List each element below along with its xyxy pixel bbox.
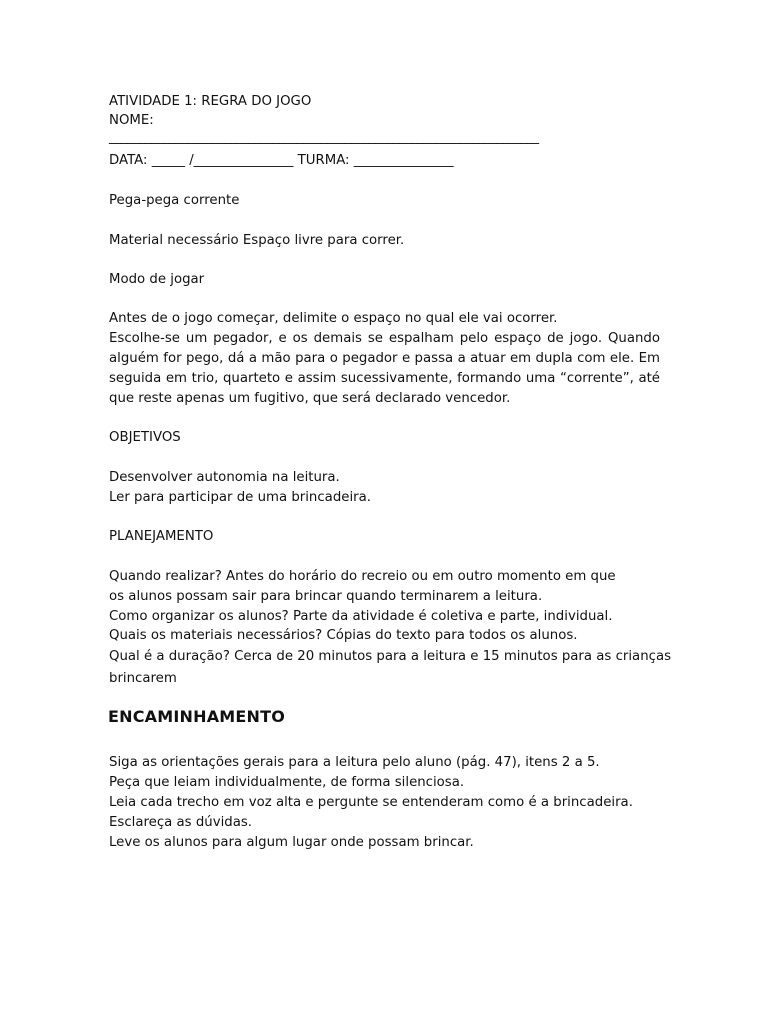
instruction-line: que reste apenas um fugitivo, que será declarado vencedor. xyxy=(109,391,511,406)
objective-item: Ler para participar de uma brincadeira. xyxy=(109,490,371,505)
routing-line: Leve os alunos para algum lugar onde possam brincar. xyxy=(109,835,474,850)
routing-line: Leia cada trecho em voz alta e pergunte se entenderam como é a brincadeira. xyxy=(109,795,633,810)
routing-heading: ENCAMINHAMENTO xyxy=(108,707,286,726)
date-class-line: DATA: _____ /_______________ TURMA: _______________ xyxy=(109,153,454,168)
objectives-title: OBJETIVOS xyxy=(109,430,181,445)
routing-line: Esclareça as dúvidas. xyxy=(109,815,252,830)
name-label: NOME: xyxy=(109,113,154,128)
planning-line: Como organizar os alunos? Parte da atividade é coletiva e parte, individual. xyxy=(109,609,613,624)
planning-line: os alunos possam sair para brincar quando terminarem a leitura. xyxy=(109,589,543,604)
activity-title: ATIVIDADE 1: REGRA DO JOGO xyxy=(109,94,312,109)
name-underline: _______________________________________________________________________ xyxy=(109,130,539,145)
planning-line: Qual é a duração? Cerca de 20 minutos para a leitura e 15 minutos para as crianças xyxy=(109,649,672,664)
game-title: Pega-pega corrente xyxy=(109,193,240,208)
material-line: Material necessário Espaço livre para correr. xyxy=(109,233,405,248)
instruction-line: Escolhe-se um pegador, e os demais se espalham pelo espaço de jogo. Quando xyxy=(109,331,660,346)
planning-title: PLANEJAMENTO xyxy=(109,529,214,544)
instruction-line: alguém for pego, dá a mão para o pegador e passa a atuar em dupla com ele. Em xyxy=(109,351,660,366)
mode-title: Modo de jogar xyxy=(109,272,205,287)
objective-item: Desenvolver autonomia na leitura. xyxy=(109,470,340,485)
planning-line: brincarem xyxy=(109,671,177,686)
routing-line: Siga as orientações gerais para a leitura pelo aluno (pág. 47), itens 2 a 5. xyxy=(109,755,600,770)
planning-line: Quais os materiais necessários? Cópias do texto para todos os alunos. xyxy=(109,628,578,643)
instruction-line: Antes de o jogo começar, delimite o espaço no qual ele vai ocorrer. xyxy=(109,311,558,326)
planning-line: Quando realizar? Antes do horário do recreio ou em outro momento em que xyxy=(109,569,616,584)
instruction-line: seguida em trio, quarteto e assim sucessivamente, formando uma “corrente”, até xyxy=(109,371,660,386)
routing-line: Peça que leiam individualmente, de forma silenciosa. xyxy=(109,775,465,790)
